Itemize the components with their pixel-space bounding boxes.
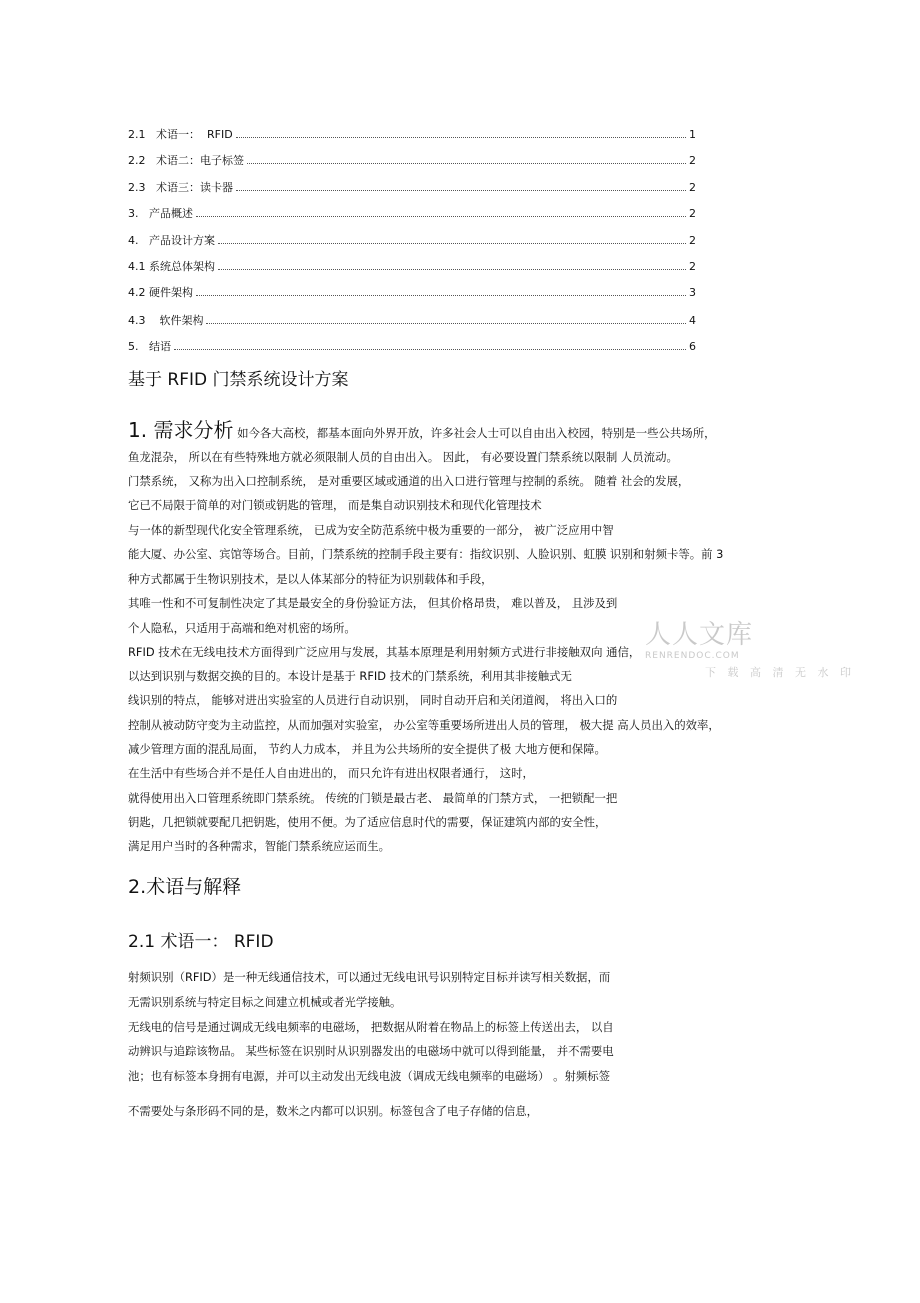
paragraph-text: 如今各大高校，都基本面向外界开放，许多社会人士可以自由出入校园，特别是一些公共场所，: [233, 426, 716, 440]
toc-entry[interactable]: [128, 179, 696, 195]
toc-entry-label: 2.1 术语一： RFID: [128, 128, 233, 141]
paragraph-line: 池；也有标签本身拥有电源，并可以主动发出无线电波（调成无线电频率的电磁场） 。射频标签: [128, 1069, 611, 1083]
toc-entry-label: 5. 结语: [128, 340, 171, 353]
section-heading: 1. 需求分析: [128, 418, 234, 442]
watermark: [645, 620, 855, 684]
paragraph-line: 钥匙，几把锁就要配几把钥匙，使用不便。为了适应信息时代的需要，保证建筑内部的安全性，: [128, 815, 607, 829]
toc-leader-dots: [196, 284, 686, 296]
toc-leader-dots: [236, 179, 686, 191]
paragraph-line: 射频识别（RFID）是一种无线通信技术，可以通过无线电讯号识别特定目标并读写相关数据，而: [128, 970, 611, 984]
toc-entry-label: 4.2 硬件架构: [128, 286, 193, 299]
toc-entry-label: 4. 产品设计方案: [128, 234, 215, 247]
toc-entry-page: 2: [689, 260, 696, 273]
watermark-subtitle: 下 载 高 清 无 水 印: [705, 666, 855, 679]
toc-leader-dots: [218, 258, 686, 270]
paragraph-line: 在生活中有些场合并不是任人自由进出的， 而只允许有进出权限者通行， 这时，: [128, 766, 534, 780]
toc-entry[interactable]: [128, 152, 696, 168]
paragraph-line: [128, 418, 715, 445]
toc-leader-dots: [196, 205, 686, 217]
paragraph-line: 线识别的特点， 能够对进出实验室的人员进行自动识别， 同时自动开启和关闭道阀， 将出入口的: [128, 693, 618, 707]
toc-leader-dots: [247, 152, 686, 164]
paragraph-line: 满足用户当时的各种需求，智能门禁系统应运而生。: [128, 839, 390, 853]
paragraph-line: 动辨识与追踪该物品。 某些标签在识别时从识别器发出的电磁场中就可以得到能量， 并不需要电: [128, 1044, 614, 1058]
paragraph-line: RFID 技术在无线电技术方面得到广泛应用与发展，其基本原理是利用射频方式进行非接触双向 通信，: [128, 645, 641, 659]
toc-entry[interactable]: [128, 232, 696, 248]
toc-entry-label: 2.2 术语二：电子标签: [128, 154, 244, 167]
section-heading: 2.术语与解释: [128, 876, 242, 898]
toc-entry[interactable]: [128, 284, 696, 300]
toc-entry[interactable]: [128, 338, 696, 354]
toc-leader-dots: [218, 232, 686, 244]
paragraph-line: 减少管理方面的混乱局面， 节约人力成本， 并且为公共场所的安全提供了极 大地方便和保障。: [128, 742, 606, 756]
paragraph-line: 就得使用出入口管理系统即门禁系统。 传统的门锁是最古老、 最简单的门禁方式， 一把锁配一把: [128, 791, 618, 805]
subsection-heading: 2.1 术语一： RFID: [128, 932, 274, 952]
toc-entry-label: 3. 产品概述: [128, 207, 193, 220]
toc-entry[interactable]: [128, 205, 696, 221]
toc-entry[interactable]: [128, 126, 696, 142]
toc-entry-label: 4.3 软件架构: [128, 314, 204, 327]
toc-entry-label: 2.3 术语三：读卡器: [128, 181, 233, 194]
toc-entry-page: 2: [689, 207, 696, 220]
toc-entry-page: 2: [689, 154, 696, 167]
paragraph-line: 种方式都属于生物识别技术，是以人体某部分的特征为识别载体和手段，: [128, 572, 493, 586]
toc-entry-page: 3: [689, 286, 696, 299]
paragraph-line: 门禁系统， 又称为出入口控制系统， 是对重要区域或通道的出入口进行管理与控制的系统。 随着 社会的发展，: [128, 474, 690, 488]
paragraph-line: 控制从被动防守变为主动监控，从而加强对实验室， 办公室等重要场所进出人员的管理， 极大提 高人员出入的效率，: [128, 718, 720, 732]
watermark-logo-text: 人人文库: [645, 620, 754, 650]
paragraph-line: 不需要处与条形码不同的是，数米之内都可以识别。标签包含了电子存储的信息，: [128, 1104, 539, 1118]
toc-entry-page: 4: [689, 314, 696, 327]
toc-entry-label: 4.1 系统总体架构: [128, 260, 215, 273]
toc-leader-dots: [206, 312, 686, 324]
toc-entry-page: 1: [689, 128, 696, 141]
toc-entry[interactable]: [128, 312, 696, 328]
toc-leader-dots: [236, 126, 686, 138]
paragraph-line: 以达到识别与数据交换的目的。本设计是基于 RFID 技术的门禁系统，利用其非接触式无: [128, 669, 572, 683]
toc-entry-page: 6: [689, 340, 696, 353]
paragraph-line: 个人隐私，只适用于高端和绝对机密的场所。: [128, 621, 356, 635]
watermark-url: RENRENDOC.COM: [645, 651, 740, 661]
document-title: 基于 RFID 门禁系统设计方案: [128, 370, 349, 390]
paragraph-line: 它已不局限于简单的对门锁或钥匙的管理， 而是集自动识别技术和现代化管理技术: [128, 498, 542, 512]
toc-entry-page: 2: [689, 181, 696, 194]
toc-leader-dots: [174, 338, 686, 350]
paragraph-line: 与一体的新型现代化安全管理系统， 已成为安全防范系统中极为重要的一部分， 被广泛应用中智: [128, 523, 614, 537]
paragraph-line: 无需识别系统与特定目标之间建立机械或者光学接触。: [128, 995, 402, 1009]
paragraph-line: 其唯一性和不可复制性决定了其是最安全的身份验证方法， 但其价格昂贵， 难以普及， 且涉及到: [128, 596, 618, 610]
toc-entry-page: 2: [689, 234, 696, 247]
paragraph-line: 鱼龙混杂， 所以在有些特殊地方就必须限制人员的自由出入。 因此， 有必要设置门禁系统以限制 人员流动。: [128, 450, 678, 464]
paragraph-line: 能大厦、办公室、宾馆等场合。目前，门禁系统的控制手段主要有：指纹识别、人脸识别、虹膜 识别和射频卡等。前 3: [128, 547, 724, 561]
toc-entry[interactable]: [128, 258, 696, 274]
paragraph-line: 无线电的信号是通过调成无线电频率的电磁场， 把数据从附着在物品上的标签上传送出去， 以自: [128, 1020, 614, 1034]
